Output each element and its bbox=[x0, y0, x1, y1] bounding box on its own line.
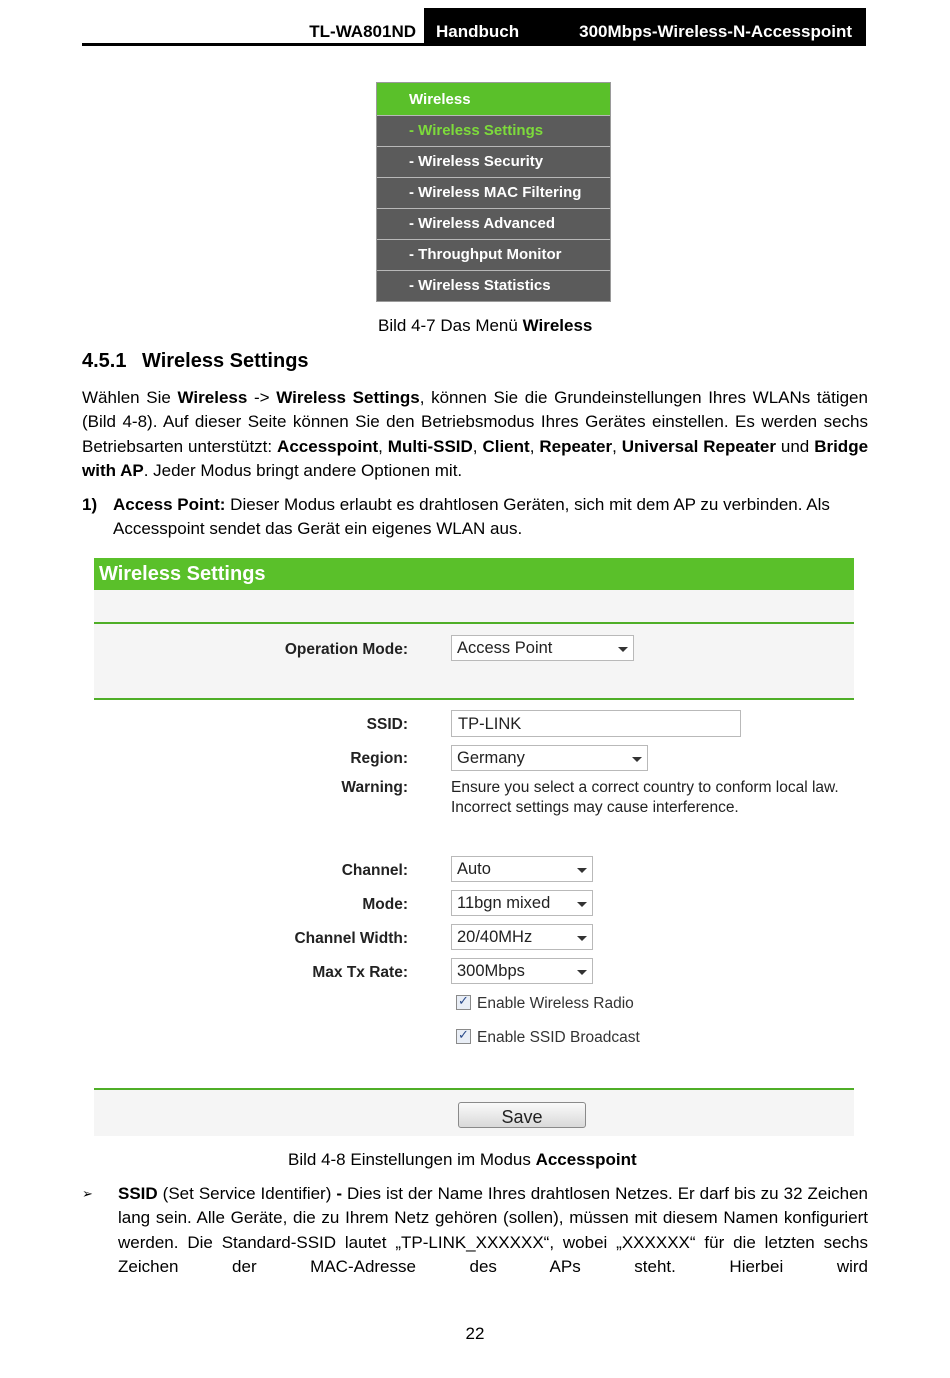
save-button[interactable]: Save bbox=[458, 1102, 586, 1128]
chevron-down-icon bbox=[618, 647, 628, 652]
page-header bbox=[82, 8, 866, 46]
channel-width-select[interactable]: 20/40MHz bbox=[451, 924, 593, 950]
region-select[interactable]: Germany bbox=[451, 745, 648, 771]
menu-item-wireless-security[interactable]: - Wireless Security bbox=[377, 146, 610, 177]
panel-title: Wireless Settings bbox=[94, 558, 854, 590]
mode-label: Mode: bbox=[362, 896, 408, 913]
wireless-menu bbox=[376, 82, 611, 302]
section-heading: 4.5.1 Wireless Settings bbox=[82, 350, 309, 372]
page-number: 22 bbox=[465, 1324, 485, 1343]
bullet-ssid: ➢ SSID (Set Service Identifier) - Dies ist der Name Ihres drahtlosen Netzes. Er darf bis zu 32 Zeichen lang sein. Alle Geräte, die zu Ihrem Netz gehören (sollen), müssen mit diesem Namen konfiguriert werden. Die Standard-SSID lautet „TP-LINK_XXXXXX“, wobei „XXXXXX“ für die letzten sechs Zeichen der MAC-Adresse des APs steht. Hierbei wird bbox=[82, 1184, 868, 1276]
max-tx-rate-label: Max Tx Rate: bbox=[312, 964, 408, 981]
list-marker: 1) bbox=[82, 495, 98, 514]
divider bbox=[94, 622, 854, 624]
figure-caption-4-8: Bild 4-8 Einstellungen im Modus Accesspoint bbox=[288, 1150, 637, 1169]
menu-title-wireless[interactable]: Wireless bbox=[377, 83, 610, 115]
enable-wireless-radio-checkbox[interactable]: ✓Enable Wireless Radio bbox=[456, 995, 634, 1013]
operation-mode-select[interactable]: Access Point bbox=[451, 635, 634, 661]
ssid-input[interactable]: TP-LINK bbox=[451, 710, 741, 737]
menu-item-wireless-settings[interactable]: - Wireless Settings bbox=[377, 115, 610, 146]
warning-text: Ensure you select a correct country to conform local law. Incorrect settings may cause interference. bbox=[451, 779, 839, 816]
menu-item-wireless-statistics[interactable]: - Wireless Statistics bbox=[377, 270, 610, 301]
header-model: TL-WA801ND bbox=[309, 22, 416, 41]
mode-select[interactable]: 11bgn mixed bbox=[451, 890, 593, 916]
list-item-access-point: 1) Access Point: Dieser Modus erlaubt es drahtlosen Geräten, sich mit dem AP zu verbinden. Als Accesspoint sendet das Gerät ein eigenes WLAN aus. bbox=[82, 495, 830, 539]
region-label: Region: bbox=[350, 750, 408, 767]
channel-label: Channel: bbox=[341, 862, 408, 879]
menu-item-wireless-advanced[interactable]: - Wireless Advanced bbox=[377, 208, 610, 239]
header-product: 300Mbps-Wireless-N-Accesspoint bbox=[579, 22, 852, 41]
operation-mode-label: Operation Mode: bbox=[284, 641, 408, 658]
ssid-label: SSID: bbox=[366, 716, 408, 733]
intro-paragraph: Wählen Sie Wireless -> Wireless Settings, können Sie die Grundeinstellungen Ihres WLANs tätigen (Bild 4-8). Auf dieser Seite können Sie den Betriebsmodus Ihres Gerätes einstellen. Es werden sechs Betriebsarten unterstützt: Accesspoint, Multi-SSID, Client, Repeater, Universal Repeater und Bridge with AP. Jeder Modus bringt andere Optionen mit. bbox=[82, 388, 869, 480]
channel-width-label: Channel Width: bbox=[294, 930, 408, 947]
chevron-down-icon bbox=[577, 902, 587, 907]
checkbox-checked-icon[interactable] bbox=[456, 995, 471, 1010]
menu-item-throughput-monitor[interactable]: - Throughput Monitor bbox=[377, 239, 610, 270]
chevron-down-icon bbox=[577, 936, 587, 941]
checkbox-checked-icon[interactable] bbox=[456, 1029, 471, 1044]
channel-select[interactable]: Auto bbox=[451, 856, 593, 882]
max-tx-rate-select[interactable]: 300Mbps bbox=[451, 958, 593, 984]
arrow-bullet-icon: ➢ bbox=[82, 1186, 93, 1201]
menu-item-wireless-mac-filtering[interactable]: - Wireless MAC Filtering bbox=[377, 177, 610, 208]
figure-caption-4-7: Bild 4-7 Das Menü Wireless bbox=[378, 316, 593, 335]
warning-label: Warning: bbox=[341, 779, 408, 796]
header-manual: Handbuch bbox=[436, 22, 520, 41]
chevron-down-icon bbox=[632, 757, 642, 762]
header-title-box bbox=[424, 8, 866, 44]
header-rule bbox=[82, 43, 866, 46]
enable-ssid-broadcast-checkbox[interactable]: ✓Enable SSID Broadcast bbox=[456, 1029, 640, 1047]
wireless-settings-panel bbox=[94, 558, 854, 1136]
chevron-down-icon bbox=[577, 868, 587, 873]
divider bbox=[94, 1088, 854, 1090]
chevron-down-icon bbox=[577, 970, 587, 975]
